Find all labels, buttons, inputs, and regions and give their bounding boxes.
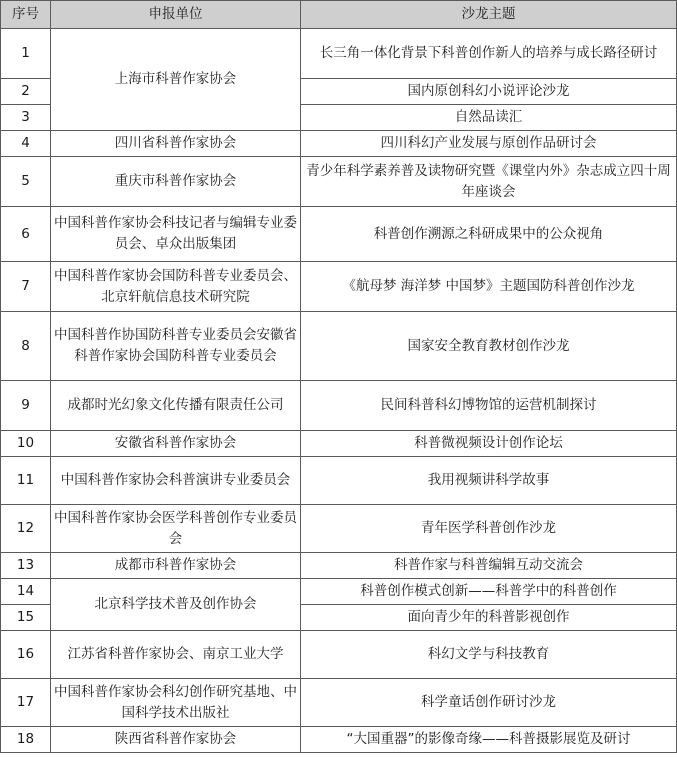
salon-topic: 我用视频讲科学故事 [301, 457, 677, 505]
row-number: 18 [1, 727, 51, 753]
salon-topic: 自然品读汇 [301, 105, 677, 131]
table-row [1, 727, 677, 753]
table-row [1, 505, 677, 553]
row-number: 14 [1, 579, 51, 605]
applicant-unit: 北京科学技术普及创作协会 [51, 579, 301, 631]
header-num: 序号 [1, 1, 51, 29]
applicant-unit: 安徽省科普作家协会 [51, 431, 301, 457]
table-row [1, 131, 677, 157]
table-row [1, 207, 677, 262]
table-row [1, 679, 677, 727]
salon-topic: 科普微视频设计创作论坛 [301, 431, 677, 457]
applicant-unit: 中国科普作家协会国防科普专业委员会、北京轩航信息技术研究院 [51, 262, 301, 312]
row-number: 7 [1, 262, 51, 312]
applicant-unit: 上海市科普作家协会 [51, 29, 301, 131]
table-row [1, 262, 677, 312]
row-number: 8 [1, 312, 51, 381]
row-number: 17 [1, 679, 51, 727]
applicant-unit: 江苏省科普作家协会、南京工业大学 [51, 631, 301, 679]
row-number: 3 [1, 105, 51, 131]
applicant-unit: 中国科普作协国防科普专业委员会安徽省科普作家协会国防科普专业委员会 [51, 312, 301, 381]
salon-topic: 《航母梦 海洋梦 中国梦》主题国防科普创作沙龙 [301, 262, 677, 312]
salon-topic: “大国重器”的影像奇缘——科普摄影展览及研讨 [301, 727, 677, 753]
salon-topic: 青年医学科普创作沙龙 [301, 505, 677, 553]
row-number: 6 [1, 207, 51, 262]
row-number: 12 [1, 505, 51, 553]
row-number: 13 [1, 553, 51, 579]
applicant-unit: 中国科普作家协会科幻创作研究基地、中国科学技术出版社 [51, 679, 301, 727]
applicant-unit: 中国科普作家协会科技记者与编辑专业委员会、卓众出版集团 [51, 207, 301, 262]
salon-topic: 国家安全教育教材创作沙龙 [301, 312, 677, 381]
row-number: 2 [1, 79, 51, 105]
applicant-unit: 中国科普作家协会科普演讲专业委员会 [51, 457, 301, 505]
salon-topic: 科普创作溯源之科研成果中的公众视角 [301, 207, 677, 262]
salon-topic: 面向青少年的科普影视创作 [301, 605, 677, 631]
applicant-unit: 四川省科普作家协会 [51, 131, 301, 157]
table-row [1, 553, 677, 579]
salon-topic: 长三角一体化背景下科普创作新人的培养与成长路径研讨 [301, 29, 677, 79]
row-number: 11 [1, 457, 51, 505]
header-unit: 申报单位 [51, 1, 301, 29]
table-row [1, 631, 677, 679]
salon-topic: 民间科普科幻博物馆的运营机制探讨 [301, 381, 677, 431]
table-row [1, 157, 677, 207]
applicant-unit: 重庆市科普作家协会 [51, 157, 301, 207]
table-row [1, 381, 677, 431]
row-number: 4 [1, 131, 51, 157]
applicant-unit: 中国科普作家协会医学科普创作专业委员会 [51, 505, 301, 553]
row-number: 5 [1, 157, 51, 207]
salon-topic: 四川科幻产业发展与原创作品研讨会 [301, 131, 677, 157]
row-number: 9 [1, 381, 51, 431]
salon-topic: 科幻文学与科技教育 [301, 631, 677, 679]
row-number: 1 [1, 29, 51, 79]
table-row [1, 29, 677, 79]
salon-topic: 科普创作模式创新——科普学中的科普创作 [301, 579, 677, 605]
header-row [1, 1, 677, 29]
salon-topic: 国内原创科幻小说评论沙龙 [301, 79, 677, 105]
table-row [1, 457, 677, 505]
table-row [1, 579, 677, 605]
table-row [1, 431, 677, 457]
row-number: 15 [1, 605, 51, 631]
salon-topic: 科学童话创作研讨沙龙 [301, 679, 677, 727]
salon-topic: 青少年科学素养普及读物研究暨《课堂内外》杂志成立四十周年座谈会 [301, 157, 677, 207]
applicant-unit: 成都时光幻象文化传播有限责任公司 [51, 381, 301, 431]
salon-topic: 科普作家与科普编辑互动交流会 [301, 553, 677, 579]
applicant-unit: 成都市科普作家协会 [51, 553, 301, 579]
header-topic: 沙龙主题 [301, 1, 677, 29]
row-number: 10 [1, 431, 51, 457]
table-row [1, 312, 677, 381]
row-number: 16 [1, 631, 51, 679]
applicant-unit: 陕西省科普作家协会 [51, 727, 301, 753]
